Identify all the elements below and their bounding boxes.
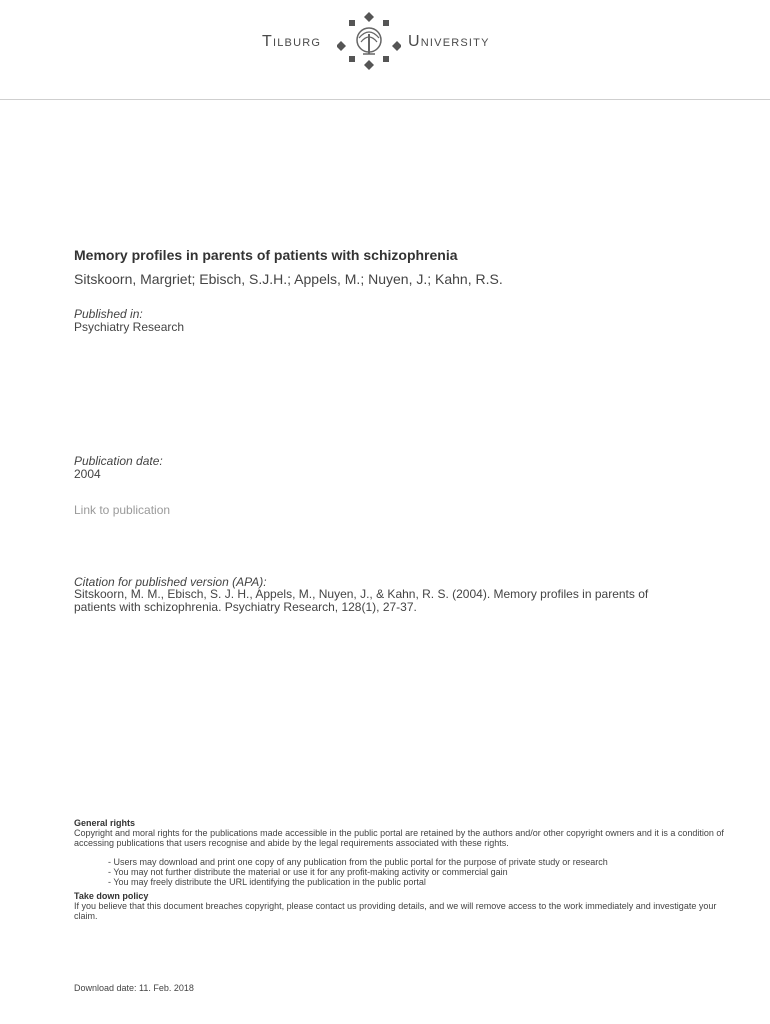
citation-line-1: Sitskoorn, M. M., Ebisch, S. J. H., Appels, M., Nuyen, J., & Kahn, R. S. (2004). Memory profiles in parents of xyxy=(74,587,649,601)
logo-text-left: Tilburg xyxy=(262,33,322,50)
publication-date-label: Publication date: xyxy=(74,454,163,468)
tilburg-university-seal-icon xyxy=(337,12,401,76)
logo-text-right: University xyxy=(408,33,490,50)
citation-text xyxy=(74,588,714,614)
publication-title: Memory profiles in parents of patients with schizophrenia xyxy=(74,247,458,263)
general-rights-heading: General rights xyxy=(74,818,136,828)
general-rights-text: Copyright and moral rights for the publications made accessible in the public portal are retained by the authors and/or other copyright owners and it is a condition of accessing publications that users recognise and abide by the legal requirements associated with these rights. xyxy=(74,828,724,848)
publication-authors: Sitskoorn, Margriet; Ebisch, S.J.H.; Appels, M.; Nuyen, J.; Kahn, R.S. xyxy=(74,271,503,287)
list-item: - You may not further distribute the material or use it for any profit-making activity or commercial gain xyxy=(108,867,508,877)
rights-bullet-list xyxy=(108,857,608,887)
takedown-heading: Take down policy xyxy=(74,891,149,901)
download-date: Download date: 11. Feb. 2018 xyxy=(74,983,194,993)
citation-label: Citation for published version (APA): xyxy=(74,575,267,589)
list-item: - You may freely distribute the URL identifying the publication in the public portal xyxy=(108,877,426,887)
publication-date-value: 2004 xyxy=(74,467,101,481)
published-in-label: Published in: xyxy=(74,307,143,321)
takedown-text: If you believe that this document breaches copyright, please contact us providing details, and we will remove access to the work immediately and investigate your claim. xyxy=(74,901,717,921)
list-item: - Users may download and print one copy of any publication from the public portal for the purpose of private study or research xyxy=(108,857,608,867)
link-to-publication[interactable]: Link to publication xyxy=(74,503,171,517)
published-in-value: Psychiatry Research xyxy=(74,320,185,334)
citation-line-2: patients with schizophrenia. Psychiatry Research, 128(1), 27-37. xyxy=(74,600,417,614)
page-header xyxy=(0,0,770,100)
